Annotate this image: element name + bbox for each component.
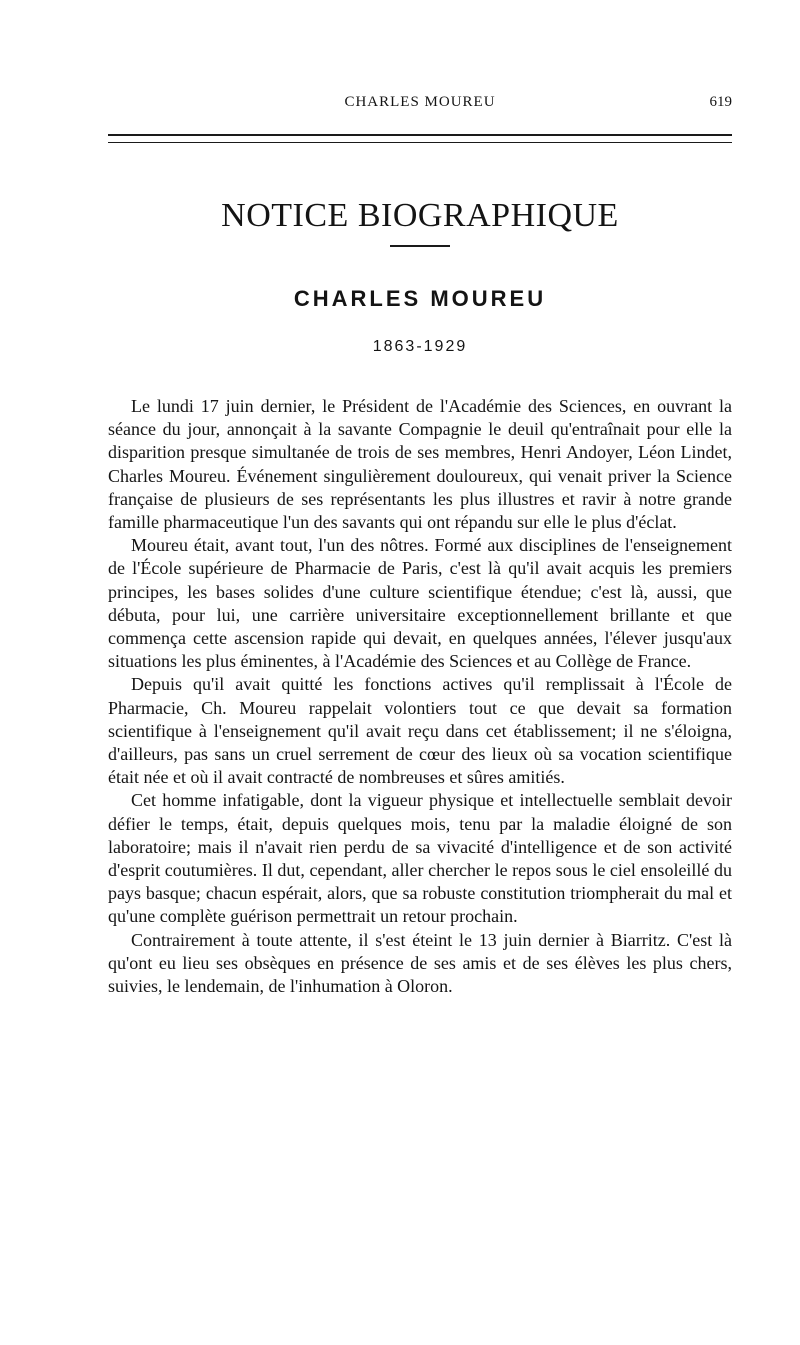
paragraph: Contrairement à toute attente, il s'est éteint le 13 juin dernier à Biarritz. C'est là qu'ont eu lieu ses obsèques en présence de ses amis et de ses élèves les plus chers, suivies, le lendemain, de l'inhumation à Oloron. xyxy=(108,929,732,997)
running-header xyxy=(108,92,732,114)
paragraph: Moureu était, avant tout, l'un des nôtres. Formé aux disciplines de l'enseignement de l'École supérieure de Pharmacie de Paris, c'est là qu'il avait acquis les premiers principes, les bases solides d'une culture scientifique étendue; c'est là, aussi, que débuta, pour lui, une carrière universitaire exceptionnellement brillante et que commença cette ascension rapide qui devait, en quelques années, l'élever jusqu'aux situations les plus éminentes, à l'Académie des Sciences et au Collège de France. xyxy=(108,535,732,672)
page-number: 619 xyxy=(709,94,732,110)
page-title: NOTICE BIOGRAPHIQUE xyxy=(221,197,619,234)
subject-name: CHARLES MOUREU xyxy=(293,286,547,311)
title-divider xyxy=(390,245,450,247)
header-rule-thick xyxy=(108,134,732,136)
paragraph: Le lundi 17 juin dernier, le Président de l'Académie des Sciences, en ouvrant la séance du jour, annonçait à la savante Compagnie le deuil qu'entraînait pour elle la disparition presque simultanée de trois de ses membres, Henri Andoyer, Léon Lindet, Charles Moureu. Événement singulièrement douloureux, qui venait priver la Science française de plusieurs de ses représentants les plus illustres et ravir à notre grande famille pharmaceutique l'un des savants qui ont répandu sur elle le plus d'éclat. xyxy=(108,396,732,533)
paragraph: Cet homme infatigable, dont la vigueur physique et intellectuelle semblait devoir défier le temps, était, depuis quelques mois, tenu par la maladie éloigné de son laboratoire; mais il n'avait rien perdu de sa vivacité d'intelligence et de son activité d'esprit coutumières. Il dut, cependant, aller chercher le repos sous le ciel ensoleillé du pays basque; chacun espérait, alors, que sa robuste constitution triompherait du mal et qu'une complète guérison permettrait un retour prochain. xyxy=(108,790,732,927)
running-title: CHARLES MOUREU xyxy=(344,94,496,110)
paragraph: Depuis qu'il avait quitté les fonctions actives qu'il remplissait à l'École de Pharmacie, Ch. Moureu rappelait volontiers tout ce que devait sa formation scientifique à l'enseignement qu'il avait reçu dans cet établissement; il ne s'éloigna, d'ailleurs, pas sans un cruel serrement de cœur des lieux où sa vocation scientifique était née et où il avait contracté de nombreuses et sûres amitiés. xyxy=(108,674,732,788)
body-text xyxy=(108,395,732,998)
header-rule-thin xyxy=(108,142,732,143)
subject-dates: 1863-1929 xyxy=(372,338,468,355)
